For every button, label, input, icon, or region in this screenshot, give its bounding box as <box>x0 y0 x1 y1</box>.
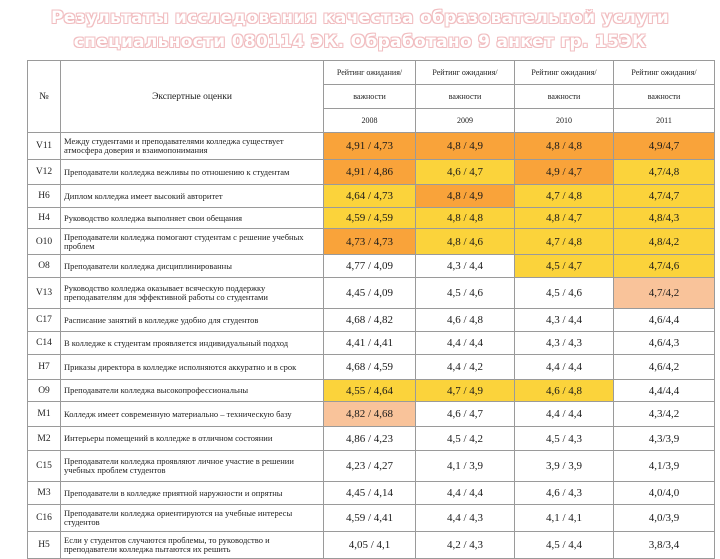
rating-cell-2010: 4,3 / 4,3 <box>515 332 614 355</box>
table-row <box>28 185 715 208</box>
row-code: О9 <box>28 380 61 402</box>
rating-cell-2008: 4,41 / 4,41 <box>324 332 416 355</box>
rating-cell-2010: 4,5 / 4,7 <box>515 255 614 278</box>
rating-cell-2008: 4,64 / 4,73 <box>324 185 416 208</box>
header-num: № <box>28 61 61 133</box>
rating-cell-2010: 4,8 / 4,7 <box>515 208 614 229</box>
title-line-1: Результаты исследования качества образовательной услуги <box>51 8 669 28</box>
table-row <box>28 402 715 427</box>
rating-cell-2010: 4,4 / 4,4 <box>515 402 614 427</box>
rating-cell-2008: 4,23 / 4,27 <box>324 451 416 482</box>
rating-cell-2008: 4,77 / 4,09 <box>324 255 416 278</box>
table-row <box>28 451 715 482</box>
rating-cell-2008: 4,82 / 4,68 <box>324 402 416 427</box>
table-row <box>28 482 715 505</box>
rating-cell-2010: 4,1 / 4,1 <box>515 505 614 532</box>
row-description: Преподаватели колледжа проявляют личное участие в решении учебных проблем студентов <box>61 451 324 482</box>
header-rating-top-2008: Рейтинг ожидания/ <box>324 61 416 85</box>
rating-cell-2009: 4,6 / 4,8 <box>416 309 515 332</box>
row-description: Преподаватели колледжа вежливы по отношению к студентам <box>61 160 324 185</box>
rating-cell-2011: 3,8/3,4 <box>614 532 715 559</box>
table-row <box>28 229 715 255</box>
row-code: С14 <box>28 332 61 355</box>
table-row <box>28 332 715 355</box>
row-code: О10 <box>28 229 61 255</box>
rating-cell-2009: 4,4 / 4,4 <box>416 332 515 355</box>
table-row <box>28 355 715 380</box>
rating-cell-2010: 4,3 / 4,4 <box>515 309 614 332</box>
rating-cell-2009: 4,8 / 4,8 <box>416 208 515 229</box>
rating-cell-2010: 4,7 / 4,8 <box>515 185 614 208</box>
header-rating-mid-2010: важности <box>515 85 614 109</box>
row-code: V11 <box>28 133 61 160</box>
rating-cell-2011: 4,7/4,7 <box>614 185 715 208</box>
row-code: Н7 <box>28 355 61 380</box>
rating-cell-2009: 4,4 / 4,3 <box>416 505 515 532</box>
rating-cell-2008: 4,91 / 4,86 <box>324 160 416 185</box>
row-description: Руководство колледжа оказывает всяческую поддержку преподавателям для эффективной работы со студентами <box>61 278 324 309</box>
row-description: Преподаватели в колледже приятной наружности и опрятны <box>61 482 324 505</box>
header-rating-mid-2009: важности <box>416 85 515 109</box>
rating-cell-2010: 3,9 / 3,9 <box>515 451 614 482</box>
row-description: Диплом колледжа имеет высокий авторитет <box>61 185 324 208</box>
row-description: Руководство колледжа выполняет свои обещания <box>61 208 324 229</box>
table-row <box>28 208 715 229</box>
rating-cell-2009: 4,5 / 4,2 <box>416 427 515 451</box>
rating-cell-2008: 4,55 / 4,64 <box>324 380 416 402</box>
rating-cell-2009: 4,1 / 3,9 <box>416 451 515 482</box>
rating-cell-2010: 4,4 / 4,4 <box>515 355 614 380</box>
row-code: М2 <box>28 427 61 451</box>
rating-cell-2011: 4,7/4,8 <box>614 160 715 185</box>
rating-cell-2008: 4,86 / 4,23 <box>324 427 416 451</box>
table-row <box>28 532 715 559</box>
rating-cell-2008: 4,68 / 4,82 <box>324 309 416 332</box>
rating-cell-2008: 4,45 / 4,09 <box>324 278 416 309</box>
rating-cell-2008: 4,05 / 4,1 <box>324 532 416 559</box>
rating-cell-2009: 4,4 / 4,2 <box>416 355 515 380</box>
rating-cell-2009: 4,4 / 4,4 <box>416 482 515 505</box>
rating-cell-2010: 4,6 / 4,3 <box>515 482 614 505</box>
row-code: М1 <box>28 402 61 427</box>
row-code: Н6 <box>28 185 61 208</box>
rating-cell-2010: 4,5 / 4,4 <box>515 532 614 559</box>
header-rating-mid-2011: важности <box>614 85 715 109</box>
rating-cell-2011: 4,7/4,2 <box>614 278 715 309</box>
rating-cell-2011: 4,6/4,2 <box>614 355 715 380</box>
row-code: V12 <box>28 160 61 185</box>
table-row <box>28 255 715 278</box>
row-description: Приказы директора в колледже исполняются аккуратно и в срок <box>61 355 324 380</box>
results-table <box>27 60 715 559</box>
row-description: Если у студентов случаются проблемы, то руководство и преподаватели колледжа пытаются их решить <box>61 532 324 559</box>
header-year-2011: 2011 <box>614 109 715 133</box>
rating-cell-2008: 4,59 / 4,59 <box>324 208 416 229</box>
header-rating-top-2011: Рейтинг ожидания/ <box>614 61 715 85</box>
header-rating-top-2010: Рейтинг ожидания/ <box>515 61 614 85</box>
row-description: Расписание занятий в колледже удобно для студентов <box>61 309 324 332</box>
rating-cell-2011: 4,3/3,9 <box>614 427 715 451</box>
rating-cell-2010: 4,7 / 4,8 <box>515 229 614 255</box>
header-rating-top-2009: Рейтинг ожидания/ <box>416 61 515 85</box>
rating-cell-2009: 4,8 / 4,9 <box>416 185 515 208</box>
rating-cell-2011: 4,0/3,9 <box>614 505 715 532</box>
row-code: Н5 <box>28 532 61 559</box>
table-row <box>28 427 715 451</box>
rating-cell-2010: 4,5 / 4,3 <box>515 427 614 451</box>
row-description: Преподаватели колледжа дисциплинированны <box>61 255 324 278</box>
row-description: Между студентами и преподавателями колледжа существует атмосфера доверия и взаимопонимания <box>61 133 324 160</box>
rating-cell-2009: 4,8 / 4,6 <box>416 229 515 255</box>
rating-cell-2011: 4,0/4,0 <box>614 482 715 505</box>
row-code: С17 <box>28 309 61 332</box>
rating-cell-2011: 4,8/4,2 <box>614 229 715 255</box>
table-row <box>28 133 715 160</box>
rating-cell-2008: 4,45 / 4,14 <box>324 482 416 505</box>
row-description: В колледже к студентам проявляется индивидуальный подход <box>61 332 324 355</box>
row-description: Преподаватели колледжа ориентируются на учебные интересы студентов <box>61 505 324 532</box>
table-row <box>28 505 715 532</box>
row-code: М3 <box>28 482 61 505</box>
rating-cell-2009: 4,2 / 4,3 <box>416 532 515 559</box>
rating-cell-2008: 4,91 / 4,73 <box>324 133 416 160</box>
rating-cell-2010: 4,6 / 4,8 <box>515 380 614 402</box>
title-line-2: специальности 080114 ЭК. Обработано 9 анкет гр. 15ЭК <box>73 32 647 52</box>
rating-cell-2011: 4,7/4,6 <box>614 255 715 278</box>
header-row-1 <box>28 61 715 85</box>
rating-cell-2008: 4,68 / 4,59 <box>324 355 416 380</box>
rating-cell-2009: 4,7 / 4,9 <box>416 380 515 402</box>
rating-cell-2011: 4,3/4,2 <box>614 402 715 427</box>
table-body <box>28 61 715 559</box>
header-expert: Экспертные оценки <box>61 61 324 133</box>
header-year-2009: 2009 <box>416 109 515 133</box>
row-description: Колледж имеет современную материально – техническую базу <box>61 402 324 427</box>
row-description: Преподаватели колледжа помогают студентам с решение учебных проблем <box>61 229 324 255</box>
rating-cell-2011: 4,8/4,3 <box>614 208 715 229</box>
table-row <box>28 380 715 402</box>
rating-cell-2011: 4,4/4,4 <box>614 380 715 402</box>
rating-cell-2009: 4,3 / 4,4 <box>416 255 515 278</box>
table-row <box>28 160 715 185</box>
row-code: С15 <box>28 451 61 482</box>
rating-cell-2010: 4,5 / 4,6 <box>515 278 614 309</box>
rating-cell-2011: 4,1/3,9 <box>614 451 715 482</box>
rating-cell-2009: 4,6 / 4,7 <box>416 402 515 427</box>
rating-cell-2011: 4,6/4,4 <box>614 309 715 332</box>
header-year-2008: 2008 <box>324 109 416 133</box>
header-year-2010: 2010 <box>515 109 614 133</box>
table-row <box>28 309 715 332</box>
page-title <box>0 6 720 54</box>
rating-cell-2008: 4,59 / 4,41 <box>324 505 416 532</box>
header-rating-mid-2008: важности <box>324 85 416 109</box>
row-code: О8 <box>28 255 61 278</box>
row-code: Н4 <box>28 208 61 229</box>
table-row <box>28 278 715 309</box>
row-code: С16 <box>28 505 61 532</box>
rating-cell-2009: 4,6 / 4,7 <box>416 160 515 185</box>
rating-cell-2010: 4,8 / 4,8 <box>515 133 614 160</box>
rating-cell-2008: 4,73 / 4,73 <box>324 229 416 255</box>
row-description: Преподаватели колледжа высокопрофессиональны <box>61 380 324 402</box>
rating-cell-2009: 4,5 / 4,6 <box>416 278 515 309</box>
rating-cell-2011: 4,6/4,3 <box>614 332 715 355</box>
row-description: Интерьеры помещений в колледже в отличном состоянии <box>61 427 324 451</box>
rating-cell-2011: 4,9/4,7 <box>614 133 715 160</box>
row-code: V13 <box>28 278 61 309</box>
rating-cell-2010: 4,9 / 4,7 <box>515 160 614 185</box>
rating-cell-2009: 4,8 / 4,9 <box>416 133 515 160</box>
